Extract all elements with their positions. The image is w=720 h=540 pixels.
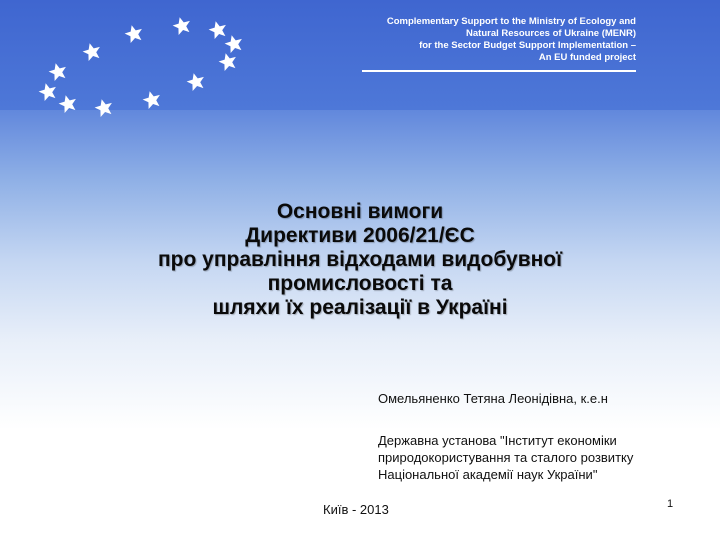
- star-icon: [207, 19, 229, 40]
- star-icon: [141, 89, 163, 110]
- star-icon: [217, 51, 239, 72]
- page-number: 1: [667, 498, 674, 510]
- project-note: [306, 16, 636, 64]
- title-line: промисловості та: [267, 272, 453, 295]
- star-icon: [81, 41, 103, 62]
- city-year: Київ - 2013: [323, 502, 389, 517]
- star-icon: [223, 33, 245, 54]
- title-line: Основні вимоги: [276, 200, 444, 223]
- project-note-line: for the Sector Budget Support Implementation –: [419, 40, 636, 51]
- project-note-line: Complementary Support to the Ministry of Ecology and: [386, 16, 636, 27]
- star-icon: [123, 23, 145, 44]
- project-note-line: An EU funded project: [538, 52, 636, 63]
- header-divider: [362, 70, 636, 72]
- star-icon: [47, 61, 69, 82]
- project-note-line: Natural Resources of Ukraine (MENR): [466, 28, 636, 39]
- star-icon: [37, 81, 59, 102]
- star-icon: [171, 15, 193, 36]
- title-line: про управління відходами видобувної: [157, 248, 563, 271]
- institution-line: Державна установа "Інститут економіки: [378, 433, 617, 448]
- star-icon: [185, 71, 207, 92]
- slide-title: [60, 200, 660, 320]
- star-icon: [93, 97, 115, 118]
- star-icon: [57, 93, 79, 114]
- title-line: шляхи їх реалізації в Україні: [212, 296, 508, 319]
- title-line: Директиви 2006/21/ЄС: [245, 224, 475, 247]
- author-name: Омельяненко Тетяна Леонідівна, к.е.н: [378, 391, 608, 406]
- institution: [378, 432, 633, 483]
- eu-stars-icon: [0, 0, 300, 130]
- institution-line: природокористування та сталого розвитку: [378, 450, 634, 465]
- institution-line: Національної академії наук України": [378, 467, 598, 482]
